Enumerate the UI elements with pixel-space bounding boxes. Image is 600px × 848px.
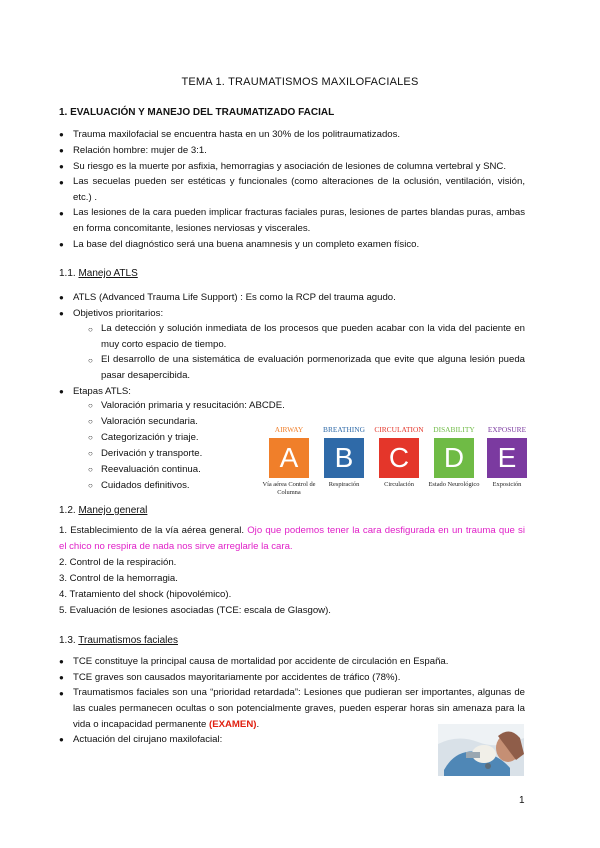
bullet-icon: ● xyxy=(59,657,64,666)
abcde-letter-box: C xyxy=(379,438,419,478)
list-item: 4. Tratamiento del shock (hipovolémico). xyxy=(59,589,232,600)
list-item: 2. Control de la respiración. xyxy=(59,557,177,568)
abcde-label: DISABILITY xyxy=(433,425,475,434)
list-item: Objetivos prioritarios: xyxy=(73,308,164,319)
list-item: Trauma maxilofacial se encuentra hasta en un 30% de los politraumatizados. xyxy=(73,129,401,140)
bullet-icon: ● xyxy=(59,673,64,682)
bullet-icon: ● xyxy=(59,178,64,187)
list-item xyxy=(59,523,525,555)
abcde-caption: Circulación xyxy=(384,481,414,488)
list-item: La detección y solución inmediata de los procesos que pueden acabar con la vida del paciente en muy corto espacio de tiempo. xyxy=(101,323,525,350)
list-item: Las secuelas pueden ser estéticas y funcionales (como alteraciones de la oclusión, ventilación, visión, etc.) . xyxy=(73,176,525,203)
bullet-icon: ● xyxy=(59,209,64,218)
surgery-photo-image xyxy=(438,724,524,776)
abcde-label: AIRWAY xyxy=(274,425,304,434)
bullet-icon: ● xyxy=(59,735,64,744)
list-item: Derivación y transporte. xyxy=(101,448,203,459)
item-text: Traumatismos faciales son una “prioridad retardada”: Lesiones que pudieran ser importantes, algunas de las cuales permanecen ocultas o son potencialmente graves, pueden esperar horas sin amenaza para la vida o incapacidad permanente xyxy=(73,687,525,730)
abcde-circulation xyxy=(372,424,426,489)
abcde-label: CIRCULATION xyxy=(374,425,424,434)
page-number: 1 xyxy=(519,795,525,806)
section-number: 1.2. xyxy=(59,505,76,516)
list-item: La base del diagnóstico será una buena anamnesis y un completo examen físico. xyxy=(73,239,420,250)
list-item: El desarrollo de una sistemática de evaluación pormenorizada que evite que alguna lesión pueda pasar desapercibida. xyxy=(101,354,525,381)
circle-bullet-icon: ○ xyxy=(88,465,93,474)
bullet-icon: ● xyxy=(59,130,64,139)
list-item: Actuación del cirujano maxilofacial: xyxy=(73,734,223,745)
bullet-icon: ● xyxy=(59,689,64,698)
section-1-1-heading xyxy=(59,268,138,279)
abcde-caption: Respiración xyxy=(328,481,360,488)
circle-bullet-icon: ○ xyxy=(88,356,93,365)
abcde-letter-box: E xyxy=(487,438,527,478)
bullet-icon: ● xyxy=(59,293,64,302)
circle-bullet-icon: ○ xyxy=(88,417,93,426)
abcde-letter-box: A xyxy=(269,438,309,478)
list-item: Valoración primaria y resucitación: ABCDE. xyxy=(101,400,285,411)
list-item: 3. Control de la hemorragia. xyxy=(59,573,178,584)
section-title: Manejo ATLS xyxy=(78,268,138,279)
bullet-icon: ● xyxy=(59,387,64,396)
bullet-icon: ● xyxy=(59,309,64,318)
section-1-heading: 1. EVALUACIÓN Y MANEJO DEL TRAUMATIZADO FACIAL xyxy=(59,107,335,118)
list-item: Las lesiones de la cara pueden implicar fracturas faciales puras, lesiones de partes blandas puras, ambas en forma concomitante, lesiones nerviosas y viscerales. xyxy=(73,207,525,234)
section-number: 1.3. xyxy=(59,635,76,646)
abcde-caption: Vía aérea Control de Columna xyxy=(262,481,316,496)
abcde-letter-box: D xyxy=(434,438,474,478)
bullet-icon: ● xyxy=(59,162,64,171)
section-title: Manejo general xyxy=(78,505,148,516)
list-item: Etapas ATLS: xyxy=(73,386,131,397)
section-number: 1.1. xyxy=(59,268,76,279)
list-item: Relación hombre: mujer de 3:1. xyxy=(73,145,207,156)
list-item: Valoración secundaria. xyxy=(101,416,198,427)
item-text-end: . xyxy=(256,719,260,730)
section-title: Traumatismos faciales xyxy=(78,635,178,646)
abcde-exposure xyxy=(480,424,534,489)
surgery-photo xyxy=(438,724,524,776)
list-item: TCE constituye la principal causa de mortalidad por accidente de circulación en España. xyxy=(73,656,449,667)
list-item: Categorización y triaje. xyxy=(101,432,199,443)
abcde-label: BREATHING xyxy=(323,425,365,434)
list-item: Reevaluación continua. xyxy=(101,464,201,475)
section-1-3-heading xyxy=(59,635,178,646)
section-1-2-heading xyxy=(59,505,147,516)
abcde-caption: Exposición xyxy=(492,481,522,488)
abcde-label: EXPOSURE xyxy=(487,425,527,434)
list-item: Su riesgo es la muerte por asfixia, hemorragias y asociación de lesiones de columna vertebral y SNC. xyxy=(73,161,506,172)
exam-highlight: (EXAMEN) xyxy=(209,719,257,730)
list-item: ATLS (Advanced Trauma Life Support) : Es como la RCP del trauma agudo. xyxy=(73,292,396,303)
circle-bullet-icon: ○ xyxy=(88,449,93,458)
highlight-note: Ojo que podemos tener la cara desfigurada en un trauma que si el chico no respira de nada nos sirve arreglarle la cara. xyxy=(59,525,525,552)
circle-bullet-icon: ○ xyxy=(88,433,93,442)
item-text: 1. Establecimiento de la vía aérea general. xyxy=(59,525,245,536)
circle-bullet-icon: ○ xyxy=(88,481,93,490)
page-title: TEMA 1. TRAUMATISMOS MAXILOFACIALES xyxy=(181,76,419,88)
list-item: 5. Evaluación de lesiones asociadas (TCE: escala de Glasgow). xyxy=(59,605,331,616)
abcde-letter-box: B xyxy=(324,438,364,478)
bullet-icon: ● xyxy=(59,146,64,155)
abcde-disability xyxy=(427,424,481,489)
bullet-icon: ● xyxy=(59,240,64,249)
list-item: TCE graves son causados mayoritariamente por accidentes de tráfico (78%). xyxy=(73,672,401,683)
circle-bullet-icon: ○ xyxy=(88,325,93,334)
list-item: Cuidados definitivos. xyxy=(101,480,190,491)
abcde-airway xyxy=(262,424,316,497)
abcde-breathing xyxy=(317,424,371,489)
abcde-caption: Estado Neurológico xyxy=(428,481,480,488)
circle-bullet-icon: ○ xyxy=(88,401,93,410)
abcde-figure xyxy=(262,424,534,504)
